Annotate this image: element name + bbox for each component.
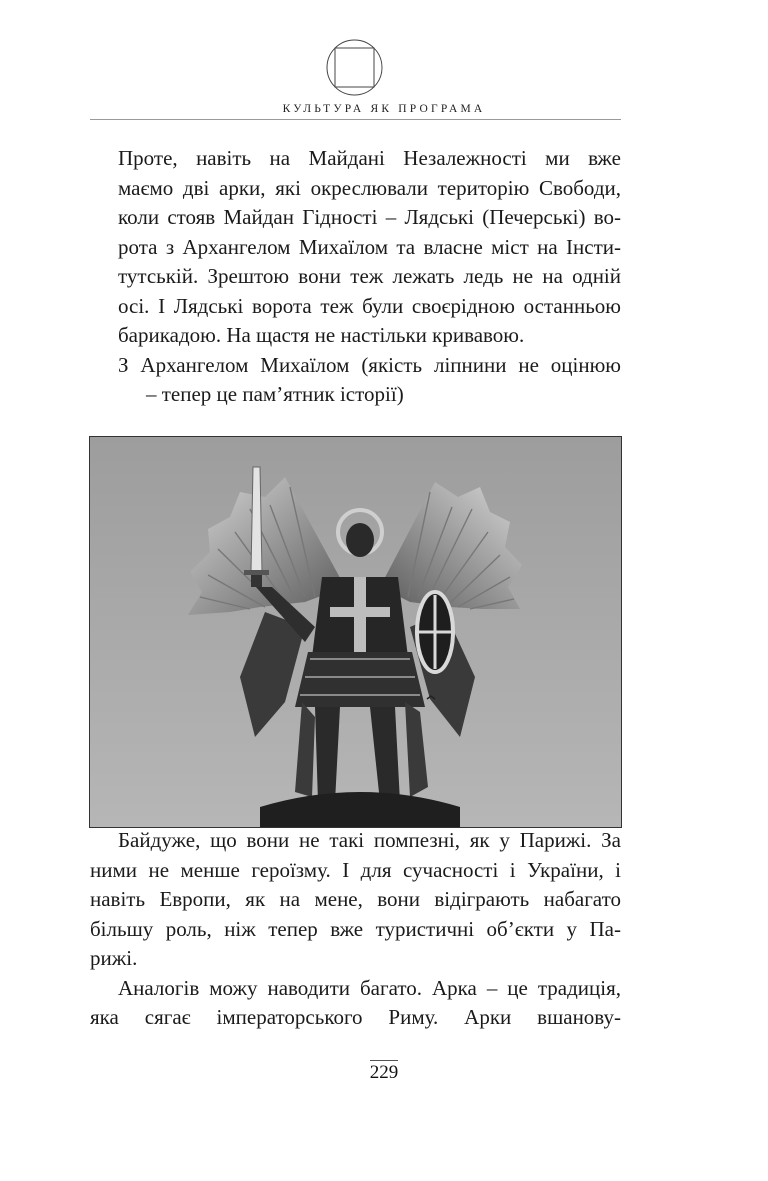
text-line: навіть Европи, як на мене, вони відіграють набагато xyxy=(90,887,621,911)
paragraph-2 xyxy=(90,351,621,410)
text-line: ними не менше героїзму. І для сучасності і України, і xyxy=(90,857,621,882)
running-head: КУЛЬТУРА ЯК ПРОГРАМА xyxy=(282,103,486,115)
paragraph-1 xyxy=(90,144,621,351)
text-line: більшу роль, ніж тепер вже туристичні об’єкти у Па- xyxy=(90,916,621,941)
text-line: барикадою. На щастя не настільки кривавою. xyxy=(118,323,525,347)
shield xyxy=(417,592,453,672)
page-number-value: 229 xyxy=(369,1062,399,1083)
archangel-michael-statue-icon xyxy=(90,437,621,827)
text-line: – тепер це пам’ятник історії) xyxy=(146,382,404,406)
text-line: Проте, навіть на Майдані Незалежності ми вже xyxy=(118,146,621,170)
text-line: тутській. Зрештою вони теж лежать ледь не на одній xyxy=(118,264,621,288)
text-line: маємо дві арки, які окреслювали територію Свободи, xyxy=(118,175,621,200)
text-block-top xyxy=(90,144,621,410)
paragraph-4 xyxy=(90,974,621,1033)
text-block-bottom xyxy=(90,826,621,1033)
text-line: рижі. xyxy=(90,946,138,970)
text-line: Байдуже, що вони не такі помпезні, як у Парижі. За xyxy=(118,828,621,852)
text-line: рота з Архангелом Михаїлом та власне міст на Інсти- xyxy=(118,234,621,259)
text-line: осі. І Лядські ворота теж були своєрідною останньою xyxy=(118,293,621,318)
text-line: З Архангелом Михаїлом (якість ліпнини не оцінюю xyxy=(118,352,621,377)
text-line: Аналогів можу наводити багато. Арка – це традиція, xyxy=(118,975,621,1000)
text-line: яка сягає імператорського Риму. Арки вшанову- xyxy=(90,1005,621,1029)
paragraph-3 xyxy=(90,826,621,974)
page-number xyxy=(0,1062,768,1084)
statue-photo xyxy=(89,436,622,828)
header-divider xyxy=(90,119,621,120)
text-line: коли стояв Майдан Гідності – Лядські (Печерські) во- xyxy=(118,205,621,229)
circle-square-emblem-icon xyxy=(326,39,383,96)
